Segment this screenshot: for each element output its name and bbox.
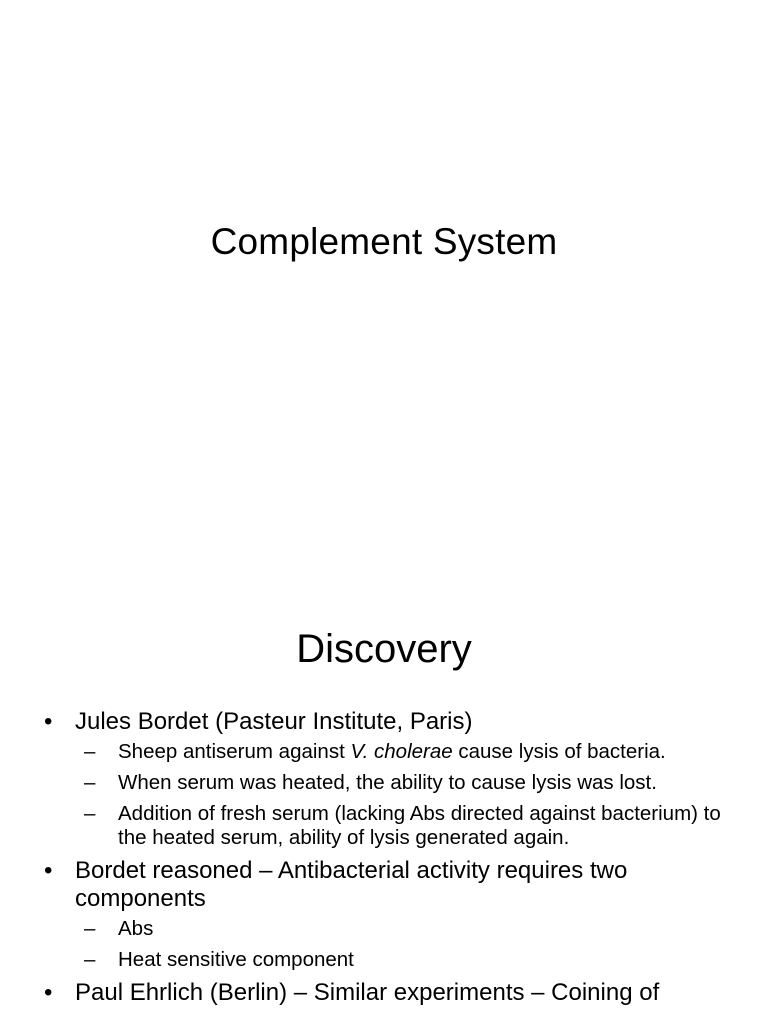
sub-bullet-item	[84, 917, 734, 941]
slide-heading: Discovery	[296, 627, 472, 671]
bullet-list	[44, 708, 734, 1011]
sub-bullet-text: Heat sensitive component	[118, 948, 354, 971]
sub-bullet-list	[75, 740, 734, 850]
bullet-text: Paul Ehrlich (Berlin) – Similar experiments – Coining of	[75, 979, 660, 1006]
sub-bullet-item	[84, 802, 734, 850]
bullet-text: Jules Bordet (Pasteur Institute, Paris)	[75, 708, 473, 735]
sub-bullet-item	[84, 740, 734, 764]
bullet-item	[44, 857, 734, 972]
sub-bullet-list	[75, 917, 734, 972]
species-name: V. cholerae	[350, 740, 453, 763]
sub-bullet-item	[84, 771, 734, 795]
bullet-item	[44, 708, 734, 850]
bullet-text: Bordet reasoned – Antibacterial activity requires two components	[75, 857, 628, 912]
sub-bullet-text: When serum was heated, the ability to cause lysis was lost.	[118, 771, 657, 794]
slide-discovery	[0, 576, 768, 1024]
bullet-item	[44, 979, 734, 1007]
sub-bullet-text: Addition of fresh serum (lacking Abs directed against bacterium) to the heated serum, ability of lysis generated again.	[118, 802, 721, 849]
slide-title: Complement System	[210, 221, 558, 262]
sub-bullet-text: cause lysis of bacteria.	[452, 740, 666, 763]
sub-bullet-item	[84, 948, 734, 972]
sub-bullet-text: Abs	[118, 917, 154, 940]
sub-bullet-text: Sheep antiserum against	[118, 740, 351, 763]
